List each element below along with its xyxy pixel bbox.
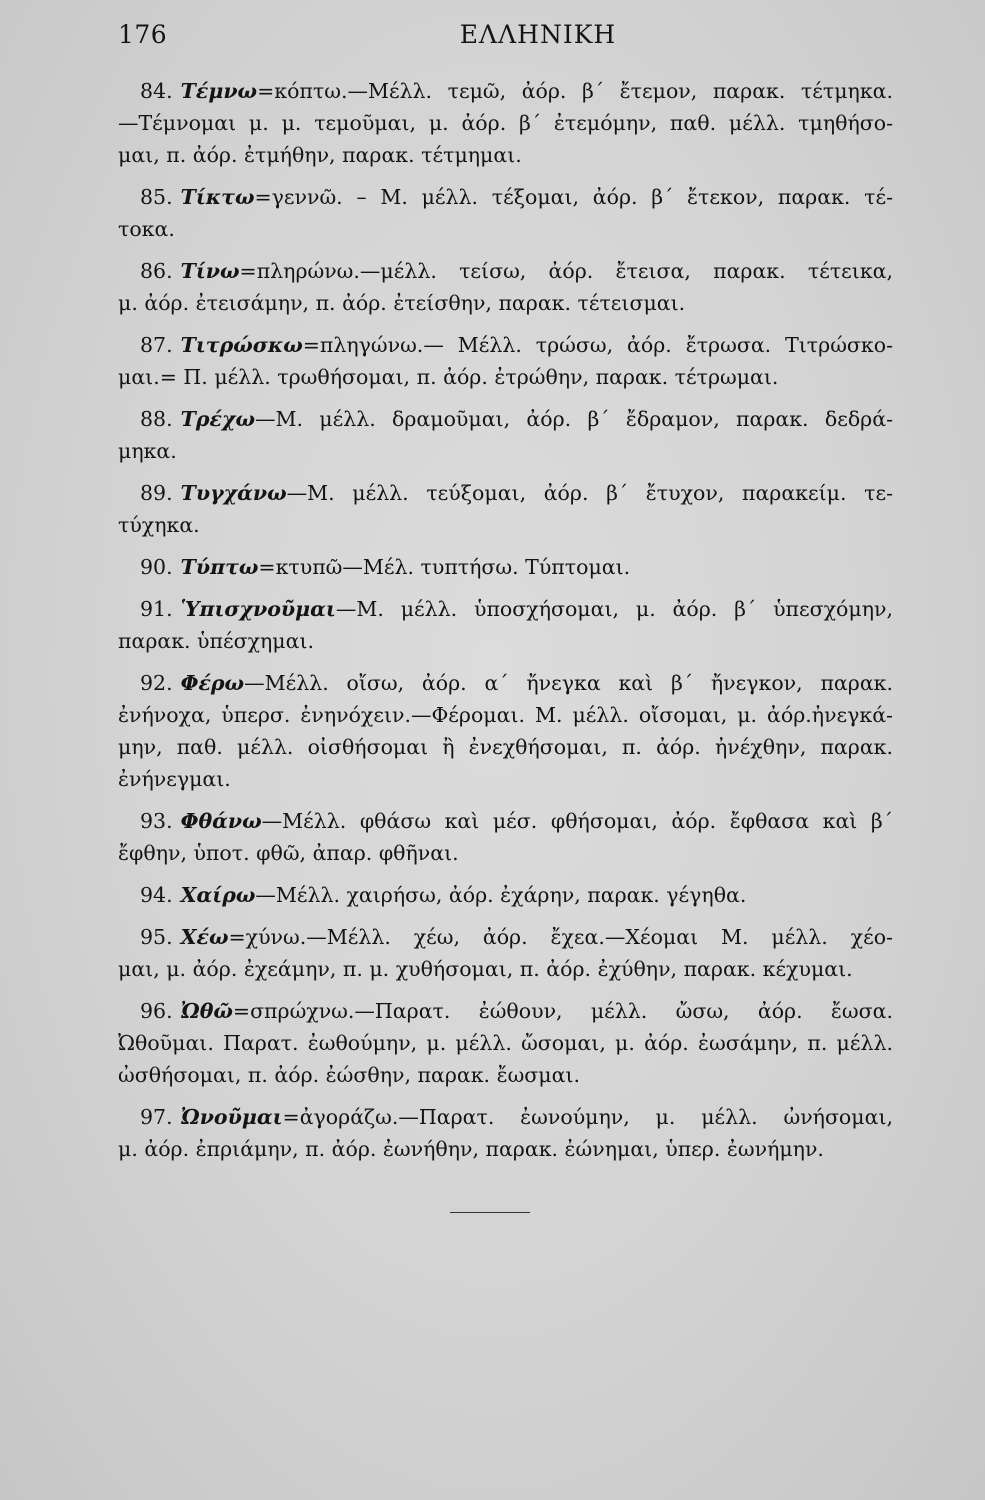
entry-continuation-line: τοκα. [118,217,175,241]
verb-entry [118,75,893,171]
page-number: 176 [118,20,168,49]
running-title: ΕΛΛΗΝΙΚΗ [459,20,617,49]
entry-continuation-line: Ὠθοῦμαι. Παρατ. ἐωθούμην, μ. μέλλ. ὤσομαι, μ. ἀόρ. ἐωσάμην, π. μέλλ. [118,1031,893,1055]
entry-continuation-line: μηκα. [118,439,177,463]
entry-continuation-line: τύχηκα. [118,513,200,537]
entry-first-line [118,477,893,509]
entry-definition: —Μ. μέλλ. ὑποσχήσομαι, μ. ἀόρ. β΄ ὑπεσχόμην, [335,597,893,621]
entry-first-line [118,667,893,699]
entry-first-line [118,255,893,287]
entry-headword: Ὠνοῦμαι [180,1105,283,1129]
entry-definition: =κόπτω.—Μέλλ. τεμῶ, ἀόρ. β΄ ἔτεμον, παρακ. τέτμηκα. [257,79,893,103]
verb-entry [118,403,893,467]
verb-entry [118,879,893,911]
verb-entry [118,995,893,1091]
entry-headword: Χέω [180,925,229,949]
entry-headword: Ὑπισχνοῦμαι [180,597,336,621]
entry-headword: Τίνω [180,259,240,283]
entry-continuation-line: μ. ἀόρ. ἐπριάμην, π. ἀόρ. ἐωνήθην, παρακ. ἐώνημαι, ὑπερ. ἐωνήμην. [118,1137,824,1161]
entry-headword: Τυγχάνω [180,481,287,505]
entry-definition: =πληγώνω.— Μέλλ. τρώσω, ἀόρ. ἔτρωσα. Τιτρώσκο- [302,333,893,357]
entry-continuation-line: μαι, μ. ἀόρ. ἐχεάμην, π. μ. χυθήσομαι, π. ἀόρ. ἐχύθην, παρακ. κέχυμαι. [118,957,853,981]
verb-entry [118,593,893,657]
page-header [118,20,905,60]
entry-first-line [118,329,893,361]
entry-first-line [118,921,893,953]
entry-number: 94. [140,883,173,907]
verb-entries-list [118,75,893,1175]
entry-number: 92. [140,671,173,695]
verb-entry [118,329,893,393]
entry-first-line [118,879,893,911]
entry-headword: Τρέχω [180,407,255,431]
entry-first-line [118,805,893,837]
entry-headword: Τύπτω [180,555,259,579]
entry-number: 86. [140,259,173,283]
entry-number: 85. [140,185,173,209]
entry-first-line [118,995,893,1027]
entry-continuation-line: παρακ. ὑπέσχημαι. [118,629,315,653]
entry-first-line [118,181,893,213]
entry-definition: —Μ. μέλλ. δραμοῦμαι, ἀόρ. β΄ ἔδραμον, παρακ. δεδρά- [254,407,893,431]
entry-definition: —Μέλλ. φθάσω καὶ μέσ. φθήσομαι, ἀόρ. ἔφθασα καὶ β΄ [261,809,893,833]
entry-headword: Φθάνω [180,809,262,833]
entry-continuation-line: ἐνήνεγμαι. [118,767,231,791]
entry-definition: =σπρώχνω.—Παρατ. ἐώθουν, μέλλ. ὤσω, ἀόρ. ἔωσα. [232,999,893,1023]
entry-number: 84. [140,79,173,103]
entry-first-line [118,551,893,583]
entry-headword: Τέμνω [180,79,258,103]
entry-definition: =κτυπῶ—Μέλ. τυπτήσω. Τύπτομαι. [258,555,631,579]
entry-definition: —Μ. μέλλ. τεύξομαι, ἀόρ. β΄ ἔτυχον, παρακείμ. τε- [286,481,893,505]
verb-entry [118,667,893,795]
entry-headword: Φέρω [180,671,245,695]
entry-number: 97. [140,1105,173,1129]
entry-continuation-line: μην, παθ. μέλλ. οἰσθήσομαι ἢ ἐνεχθήσομαι, π. ἀόρ. ἠνέχθην, παρακ. [118,735,893,759]
entry-continuation-line: μ. ἀόρ. ἐτεισάμην, π. ἀόρ. ἐτείσθην, παρακ. τέτεισμαι. [118,291,686,315]
entry-number: 87. [140,333,173,357]
entry-number: 91. [140,597,173,621]
entry-continuation-line: μαι, π. ἀόρ. ἐτμήθην, παρακ. τέτμημαι. [118,143,522,167]
end-rule [450,1212,530,1213]
entry-first-line [118,593,893,625]
entry-definition: =γεννῶ. – Μ. μέλλ. τέξομαι, ἀόρ. β΄ ἔτεκον, παρακ. τέ- [254,185,893,209]
entry-headword: Τίκτω [180,185,255,209]
entry-continuation-line: ἐνήνοχα, ὑπερσ. ἐνηνόχειν.—Φέρομαι. Μ. μέλλ. οἴσομαι, μ. ἀόρ.ἠνεγκά- [118,703,893,727]
entry-number: 95. [140,925,173,949]
entry-number: 88. [140,407,173,431]
entry-number: 89. [140,481,173,505]
entry-first-line [118,1101,893,1133]
entry-headword: Χαίρω [180,883,256,907]
entry-definition: =ἀγοράζω.—Παρατ. ἐωνούμην, μ. μέλλ. ὠνήσομαι, [282,1105,893,1129]
verb-entry [118,805,893,869]
entry-definition: =πληρώνω.—μέλλ. τείσω, ἀόρ. ἔτεισα, παρακ. τέτεικα, [239,259,893,283]
entry-headword: Τιτρώσκω [180,333,303,357]
verb-entry [118,255,893,319]
entry-continuation-line: ὠσθήσομαι, π. ἀόρ. ἐώσθην, παρακ. ἔωσμαι. [118,1063,581,1087]
entry-continuation-line: μαι.= Π. μέλλ. τρωθήσομαι, π. ἀόρ. ἐτρώθην, παρακ. τέτρωμαι. [118,365,779,389]
entry-first-line [118,75,893,107]
verb-entry [118,921,893,985]
verb-entry [118,477,893,541]
entry-number: 93. [140,809,173,833]
entry-headword: Ὠθῶ [180,999,233,1023]
entry-number: 90. [140,555,173,579]
verb-entry [118,551,893,583]
verb-entry [118,181,893,245]
entry-continuation-line: —Τέμνομαι μ. μ. τεμοῦμαι, μ. ἀόρ. β΄ ἐτεμόμην, παθ. μέλλ. τμηθήσο- [118,111,893,135]
entry-number: 96. [140,999,173,1023]
entry-first-line [118,403,893,435]
verb-entry [118,1101,893,1165]
entry-definition: =χύνω.—Μέλλ. χέω, ἀόρ. ἔχεα.—Χέομαι Μ. μέλλ. χέο- [228,925,893,949]
entry-definition: —Μέλλ. οἴσω, ἀόρ. α΄ ἤνεγκα καὶ β΄ ἤνεγκον, παρακ. [244,671,893,695]
entry-definition: —Μέλλ. χαιρήσω, ἀόρ. ἐχάρην, παρακ. γέγηθα. [255,883,747,907]
entry-continuation-line: ἔφθην, ὑποτ. φθῶ, ἀπαρ. φθῆναι. [118,841,459,865]
